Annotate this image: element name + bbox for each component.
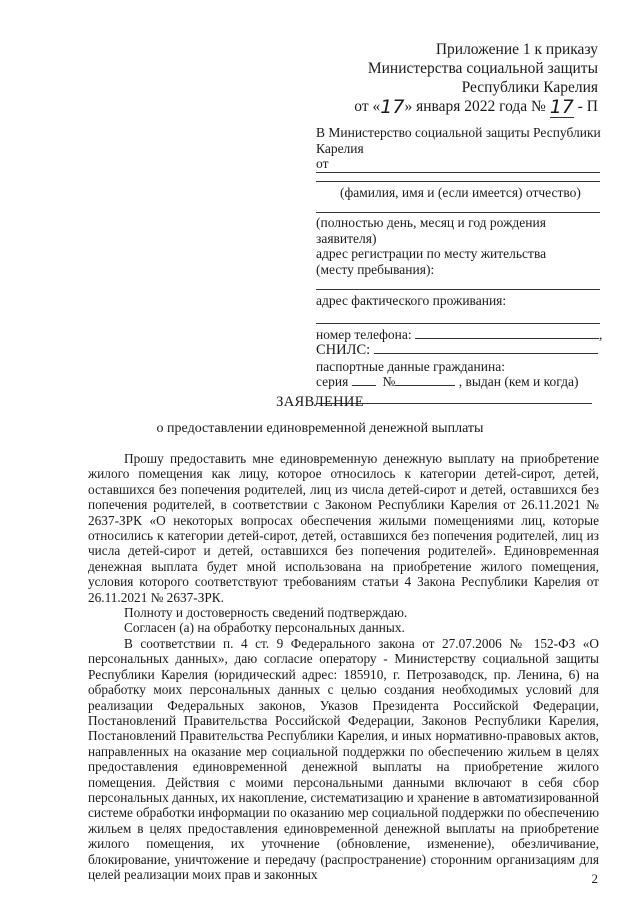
fio-field-2[interactable]	[316, 200, 600, 213]
number-field[interactable]	[395, 374, 455, 386]
phone-field[interactable]	[415, 327, 599, 339]
fio-hint: (фамилия, имя и (если имеется) отчество)	[340, 184, 581, 200]
page-number: 2	[591, 871, 598, 886]
from-field: от	[316, 156, 600, 173]
applicant-block	[316, 125, 603, 404]
birth-hint-1: (полностью день, месяц и год рождения	[316, 215, 546, 230]
actual-address-label: адрес фактического проживания:	[316, 293, 507, 308]
appendix-line-1: Приложение 1 к приказу	[435, 41, 598, 58]
paragraph-personal-data: В соответствии п. 4 ст. 9 Федерального закона от 27.07.2006 № 152-ФЗ «О персональных данных», даю согласие оператору - Министерству социальной защиты Республики Карелия (юридический адрес: 185910, г. Петрозаводск, пр. Ленина, 6) на обработку моих персональных данных с целью создания необходимых условий для реализации Федеральных законов, Указов Президента Российской Федерации, Постановлений Правительства Российской Федерации, Законов Республики Карелия, Постановлений Правительства Республики Карелия, и иных нормативно-правовых актов, направленных на оказание мер социальной поддержки по обеспечению жильем в целях предоставления единовременной денежной выплаты на приобретение жилого помещения. Действия с моими персональными данными включают в себя сбор персональных данных, их накопление, систематизацию и хранение в автоматизированной системе обработки информации по оказанию мер социальной поддержки по обеспечению жильем в целях предоставления единовременной денежной выплаты на приобретение жилого помещения, их уточнение (обновление, изменение), обезличивание, блокирование, уничтожение и передачу (распространение) сторонним организациям для целей реализации моих прав и законных	[88, 635, 600, 882]
passport-row: серия № , выдан (кем и когда)	[316, 374, 579, 389]
snils-row: СНИЛС:	[316, 342, 600, 359]
paragraph-request: Прошу предоставить мне единовременную денежную выплату на приобретение жилого помещения как лицу, которое относилось к категории детей-сирот, детей, оставшихся без попечения родителей, лиц из числа детей-сирот и детей, оставшихся без попечения родителей, в соответствии с Законом Республики Карелия от 26.11.2021 № 2637-ЗРК «О некоторых вопросах обеспечения жилыми помещениями лиц, которые относились к категории детей-сирот, детей, оставшихся без попечения родителей, лиц из числа детей-сирот и детей, оставшихся без попечения родителей». Единовременная денежная выплата будет мной использована на приобретение жилого помещения, условия которого соответствуют требованиям статьи 4 Закона Республики Карелия от 26.11.2021 № 2637-ЗРК.	[88, 451, 599, 605]
fio-field[interactable]	[316, 173, 600, 182]
series-field[interactable]	[352, 374, 376, 386]
reg-address-label-1: адрес регистрации по месту жительства	[316, 246, 547, 261]
appendix-line-2: Министерства социальной защиты	[367, 60, 598, 77]
snils-field[interactable]	[374, 342, 598, 354]
addressee-line-2: Карелия	[316, 140, 364, 156]
handwritten-order-number: 17	[549, 96, 574, 118]
statement-body	[88, 451, 599, 882]
birth-hint-2: заявителя)	[316, 230, 377, 246]
reg-address-field[interactable]	[316, 277, 600, 290]
actual-address-field[interactable]	[316, 309, 600, 324]
appendix-header	[354, 40, 598, 118]
statement-subtitle: о предоставлении единовременной денежной выплаты	[156, 421, 484, 436]
paragraph-confirmation: Полноту и достоверность сведений подтверждаю.	[124, 605, 408, 621]
passport-label: паспортные данные гражданина:	[316, 358, 505, 374]
handwritten-day: 17	[380, 96, 405, 118]
paragraph-consent: Согласен (а) на обработку персональных данных.	[124, 620, 405, 636]
appendix-date-line: от «17» января 2022 года № 17 - П	[354, 96, 598, 118]
addressee-line-1: В Министерство социальной защиты Республики	[316, 125, 601, 140]
phone-row: номер телефона: ,	[316, 326, 603, 342]
reg-address-label-2: (месту пребывания):	[316, 261, 435, 277]
statement-title: ЗАЯВЛЕНИЕ	[276, 394, 364, 410]
appendix-line-3: Республики Карелия	[461, 79, 598, 96]
